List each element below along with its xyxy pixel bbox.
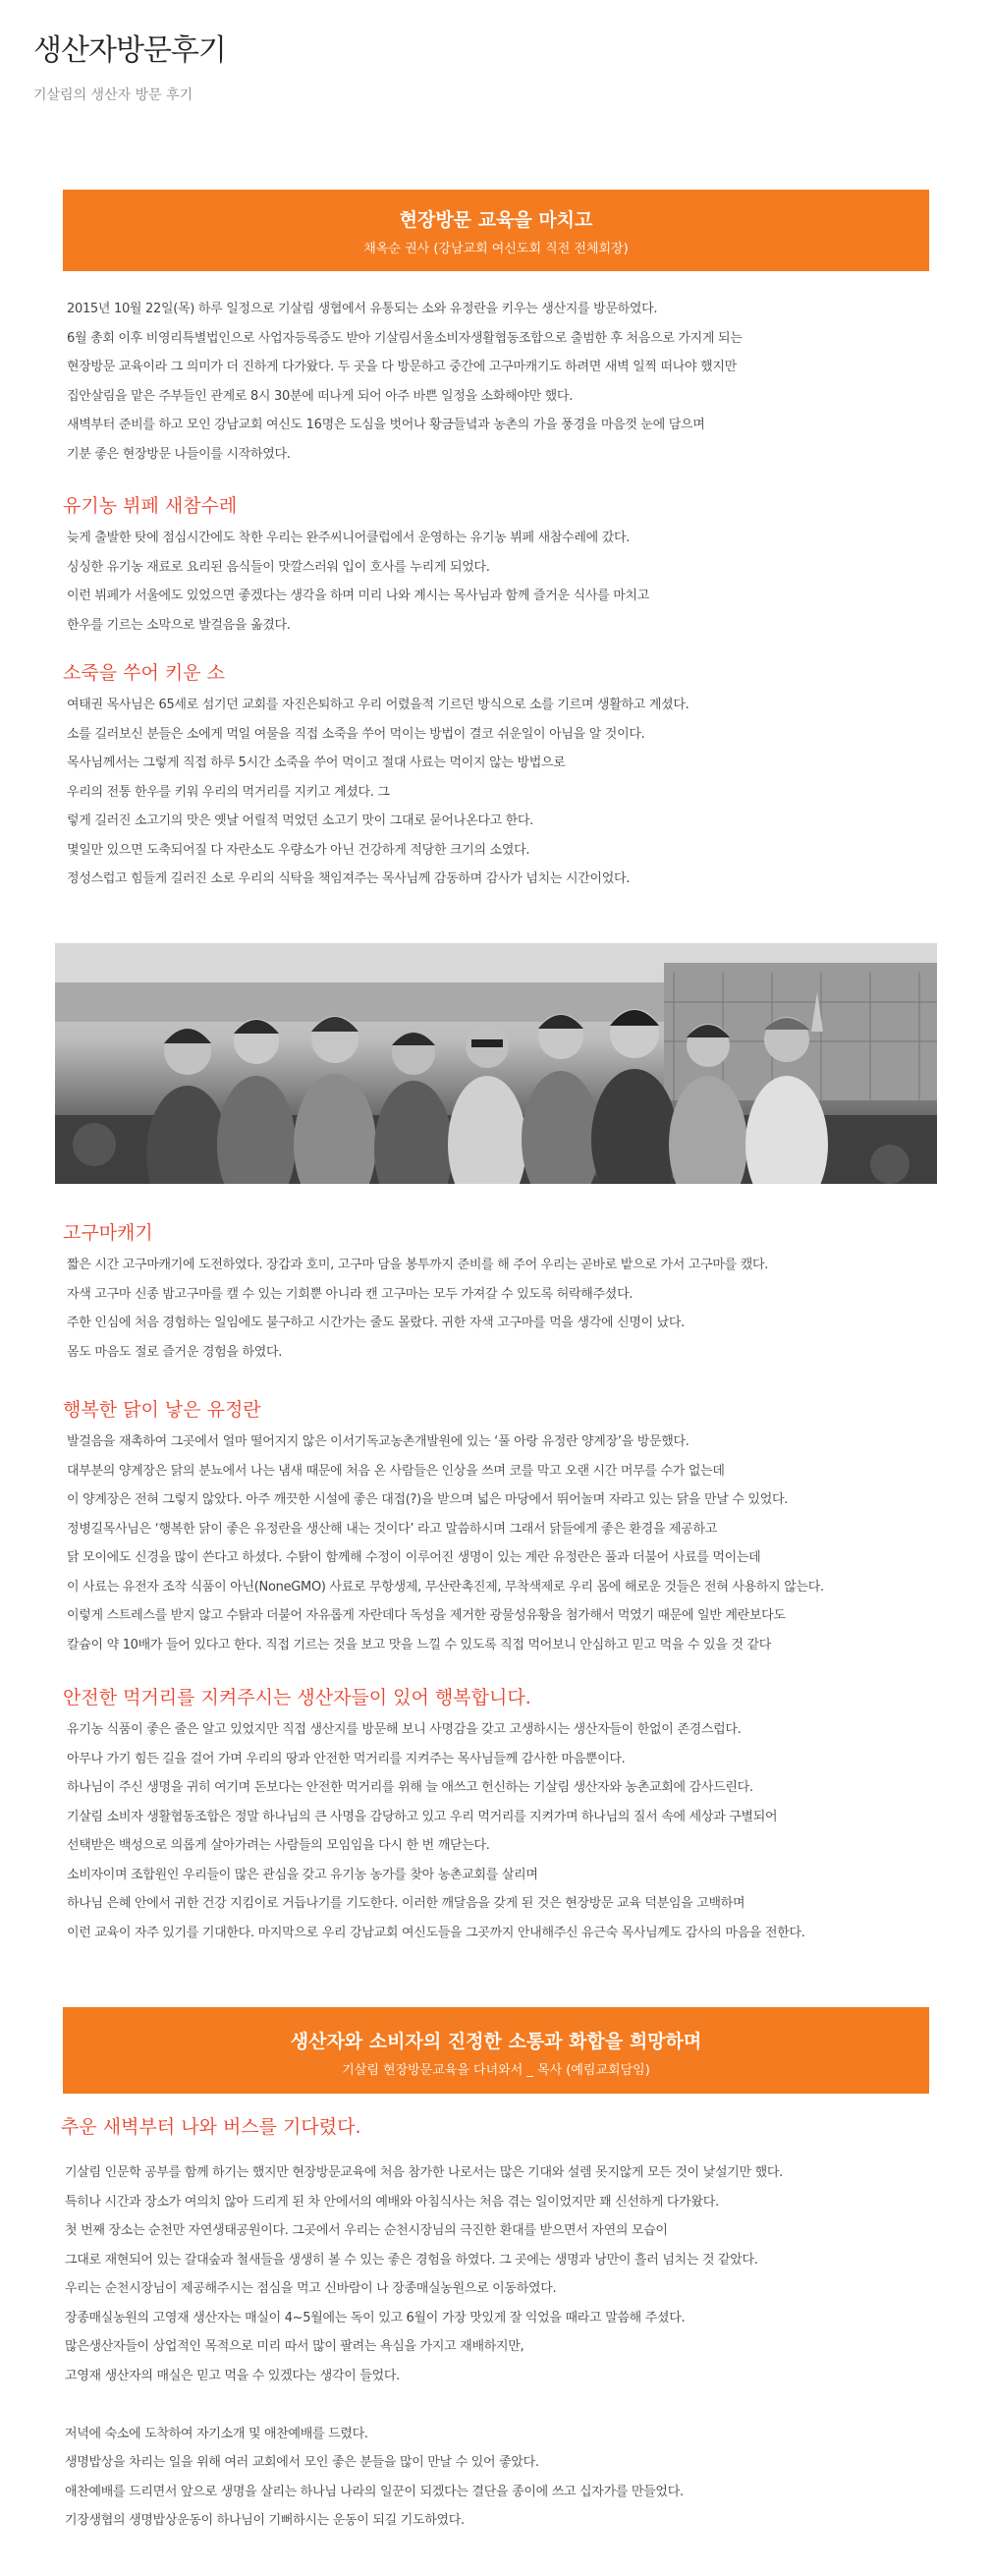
section-paragraph [63,524,927,640]
paragraph-line: 이렇게 스트레스를 받지 않고 수탉과 더불어 자유롭게 자란데다 독성을 제거한 광물성유황을 첨가해서 먹였기 때문에 일반 계란보다도 [67,1608,786,1623]
section-paragraph [63,691,927,894]
paragraph-line: 애찬예배를 드리면서 앞으로 생명을 살리는 하나님 나라의 일꾼이 되겠다는 결단을 종이에 쓰고 십자가를 만들었다. [65,2484,684,2499]
paragraph-line: 집안살림을 맡은 주부들인 관계로 8시 30분에 떠나게 되어 아주 바쁜 일정을 소화해야만 했다. [67,388,574,404]
paragraph-line: 늦게 출발한 탓에 점심시간에도 착한 우리는 완주씨니어클럽에서 운영하는 유기농 뷔페 새참수레에 갔다. [67,531,631,545]
site-title[interactable]: 생산자방문후기 [33,33,226,68]
paragraph-line: 그대로 재현되어 있는 갈대숲과 철새들을 생생히 볼 수 있는 좋은 경험을 하였다. 그 곳에는 생명과 낭만이 흘러 넘치는 것 같았다. [65,2252,758,2268]
section-paragraph [61,2158,925,2536]
paragraph-line: 기살림 인문학 공부를 함께 하기는 했지만 현장방문교육에 처음 참가한 나로서는 많은 기대와 설렘 못지않게 모든 것이 낯설기만 했다. [65,2165,783,2180]
paragraph-line: 목사님께서는 그렇게 직접 하루 5시간 소죽을 쑤어 먹이고 절대 사료는 먹이지 않는 방법으로 [67,756,566,770]
paragraph-line: 장종매실농원의 고영재 생산자는 매실이 4~5월에는 독이 있고 6월이 가장 맛있게 잘 익었을 때라고 말씀해 주셨다. [65,2310,686,2325]
section-cattle [63,658,927,894]
paragraph-line: 주한 인심에 처음 경험하는 일임에도 불구하고 시간가는 줄도 몰랐다. 귀한 자색 고구마를 먹을 생각에 신명이 났다. [67,1316,686,1330]
paragraph-line: 하나님이 주신 생명을 귀히 여기며 돈보다는 안전한 먹거리를 위해 늘 애쓰고 헌신하는 기살림 생산자와 농촌교회에 감사드린다. [67,1780,753,1795]
paragraph-line: 몸도 마음도 절로 즐거운 경험을 하였다. [67,1344,283,1360]
paragraph-line: 발걸음을 재촉하여 그곳에서 얼마 떨어지지 않은 이서기독교농촌개발원에 있는 ‘풀 아랑 유정란 양계장’을 방문했다. [67,1434,689,1449]
section-paragraph [63,1428,927,1659]
paragraph-line: 몇일만 있으면 도축되어질 다 자란소도 우량소가 아닌 건강하게 적당한 크기의 소였다. [67,842,530,858]
section-heading: 소죽을 쑤어 키운 소 [63,662,225,684]
paragraph-line: 한우를 기르는 소막으로 발걸음을 옮겼다. [67,617,291,633]
paragraph-line: 특히나 시간과 장소가 여의치 않아 드리게 된 차 안에서의 예배와 아침식사는 처음 겪는 일이었지만 꽤 신선하게 다가왔다. [65,2194,719,2210]
paragraph-line: 우리의 전통 한우를 키워 우리의 먹거리를 지키고 계셨다. 그 [67,784,390,800]
paragraph-line: 고영재 생산자의 매실은 믿고 먹을 수 있겠다는 생각이 들었다. [65,2368,400,2383]
paragraph-line: 이런 교육이 자주 있기를 기대한다. 마지막으로 우리 강남교회 여신도들을 그곳까지 안내해주신 유근숙 목사님께도 감사의 마음을 전한다. [67,1925,805,1940]
paragraph-line: 많은생산자들이 상업적인 목적으로 미리 따서 많이 팔려는 욕심을 가지고 재배하지만, [65,2339,524,2354]
site-subtitle: 기살림의 생산자 방문 후기 [33,87,193,103]
section-heading: 안전한 먹거리를 지켜주시는 생산자들이 있어 행복합니다. [63,1687,531,1708]
banner-title: 생산자와 소비자의 진정한 소통과 화합을 희망하며 [290,2031,702,2052]
banner-title: 현장방문 교육을 마치고 [399,209,593,231]
section-buffet [63,491,927,640]
section-heading: 행복한 닭이 낳은 유정란 [63,1399,261,1421]
article-banner-2 [63,2007,929,2094]
paragraph-line: 칼슘이 약 10배가 들어 있다고 한다. 직접 기르는 것을 보고 맛을 느낄 수 있도록 직접 먹어보니 안심하고 믿고 먹을 수 있을 것 같다 [67,1637,771,1652]
section-heading: 유기농 뷔페 새참수레 [63,495,238,517]
paragraph-line: 소를 길러보신 분들은 소에게 먹일 여물을 직접 소죽을 쑤어 먹이는 방법이 결코 쉬운일이 아님을 알 것이다. [67,726,645,742]
paragraph-line: 2015년 10월 22일(목) 하루 일정으로 기살림 생협에서 유통되는 소와 유정란을 키우는 생산지를 방문하였다. [67,302,658,316]
paragraph-line: 정병길목사님은 ‘행복한 닭이 좋은 유정란을 생산해 내는 것이다’ 라고 말씀하시며 그래서 닭들에게 좋은 환경을 제공하고 [67,1521,717,1537]
paragraph-line: 기분 좋은 현장방문 나들이를 시작하였다. [67,446,291,462]
paragraph-line: 선택받은 백성으로 의롭게 살아가려는 사람들의 모임임을 다시 한 번 깨닫는다. [67,1838,490,1853]
paragraph-line: 이런 뷔페가 서울에도 있었으면 좋겠다는 생각을 하며 미리 나와 계시는 목사님과 함께 즐거운 식사를 마치고 [67,588,650,603]
group-photo [55,943,937,1184]
paragraph-line: 자색 고구마 신종 밤고구마를 캘 수 있는 기회뿐 아니라 캔 고구마는 모두 가져갈 수 있도록 허락해주셨다. [67,1286,634,1302]
paragraph-line: 기장생협의 생명밥상운동이 하나님이 기뻐하시는 운동이 되길 기도하였다. [65,2513,465,2528]
paragraph-line: 6월 총회 이후 비영리특별법인으로 사업자등록증도 받아 기살림서울소비자생활협동조합으로 출범한 후 처음으로 가지게 되는 [67,330,743,346]
intro-paragraph [63,295,927,469]
paragraph-line: 대부분의 양계장은 닭의 분뇨에서 나는 냄새 때문에 처음 온 사람들은 인상을 쓰며 코를 막고 오랜 시간 머무를 수가 없는데 [67,1463,725,1479]
section-safe-food [63,1683,927,1947]
intro-section [63,295,927,469]
paragraph-line: 닭 모이에도 신경을 많이 쓴다고 하셨다. 수탉이 함께해 수정이 이루어진 생명이 있는 계란 유정란은 풀과 더불어 사료를 먹이는데 [67,1550,761,1565]
paragraph-line: 저녁에 숙소에 도착하여 자기소개 및 애찬예배를 드렸다. [65,2426,368,2441]
section-paragraph [63,1251,927,1367]
paragraph-line: 유기농 식품이 좋은 줄은 알고 있었지만 직접 생산지를 방문해 보니 사명감을 갖고 고생하시는 생산자들이 한없이 존경스럽다. [67,1722,742,1737]
banner-subtitle: 채옥순 권사 (강남교회 여신도회 직전 전체회장) [363,242,629,256]
paragraph-line: 하나님 은혜 안에서 귀한 건강 지킴이로 거듭나기를 기도한다. 이러한 깨달음을 갖게 된 것은 현장방문 교육 덕분임을 고백하며 [67,1896,745,1911]
paragraph-line: 이 사료는 유전자 조작 식품이 아닌(NoneGMO) 사료로 무항생제, 무산란촉진제, 무착색제로 우리 몸에 해로운 것들은 전혀 사용하지 않는다. [67,1579,824,1595]
section-heading: 추운 새벽부터 나와 버스를 기다렸다. [61,2116,361,2138]
section-heading: 고구마캐기 [63,1222,153,1244]
paragraph-line: 현장방문 교육이라 그 의미가 더 진하게 다가왔다. 두 곳을 다 방문하고 중간에 고구마캐기도 하려면 새벽 일찍 떠나야 했지만 [67,360,737,374]
section-sweet-potato [63,1218,927,1367]
page-header [33,26,226,104]
paragraph-line: 짧은 시간 고구마캐기에 도전하였다. 장갑과 호미, 고구마 담을 봉투까지 준비를 해 주어 우리는 곧바로 밭으로 가서 고구마를 캤다. [67,1258,769,1272]
paragraph-line: 싱싱한 유기농 재료로 요리된 음식들이 맛깔스러워 입이 호사를 누리게 되었다. [67,559,490,575]
banner-subtitle: 기살림 현장방문교육을 다녀와서 _ 목사 (예림교회담임) [342,2063,650,2078]
article-banner-1 [63,190,929,271]
paragraph-line: 여태권 목사님은 65세로 섬기던 교회를 자진은퇴하고 우리 어렸을적 기르던 방식으로 소를 기르며 생활하고 계셨다. [67,698,689,712]
section-paragraph [63,1715,927,1947]
section-dawn [61,2112,925,2536]
paragraph-line: 아무나 가기 힘든 길을 걸어 가며 우리의 땅과 안전한 먹거리를 지켜주는 목사님들께 감사한 마음뿐이다. [67,1751,626,1766]
paragraph-line: 이 양계장은 전혀 그렇지 않았다. 아주 깨끗한 시설에 좋은 대접(?)을 받으며 넓은 마당에서 뛰어놀며 자라고 있는 닭을 만날 수 있었다. [67,1492,789,1507]
paragraph-line: 기살림 소비자 생활협동조합은 정말 하나님의 큰 사명을 감당하고 있고 우리 먹거리를 지켜가며 하나님의 질서 속에 세상과 구별되어 [67,1809,778,1824]
paragraph-line: 소비자이며 조합원인 우리들이 많은 관심을 갖고 유기농 농가를 찾아 농촌교회를 살리며 [67,1867,538,1882]
paragraph-line: 정성스럽고 힘들게 길러진 소로 우리의 식탁을 책임져주는 목사님께 감동하며 감사가 넘치는 시간이었다. [67,871,631,886]
paragraph-line: 첫 번째 장소는 순천만 자연생태공원이다. 그곳에서 우리는 순천시장님의 극진한 환대를 받으면서 자연의 모습이 [65,2223,668,2238]
section-eggs [63,1395,927,1659]
paragraph-spacer [65,2390,925,2420]
paragraph-line: 우리는 순천시장님이 제공해주시는 점심을 먹고 신바람이 나 장종매실농원으로 이동하였다. [65,2281,557,2296]
paragraph-line: 렇게 길러진 소고기의 맛은 옛날 어릴적 먹었던 소고기 맛이 그대로 묻어나온다고 한다. [67,813,534,828]
paragraph-line: 새벽부터 준비를 하고 모인 강남교회 여신도 16명은 도심을 벗어나 황금들녘과 농촌의 가을 풍경을 마음껏 눈에 담으며 [67,418,705,432]
paragraph-line: 생명밥상을 차리는 일을 위해 여러 교회에서 모인 좋은 분들을 많이 만날 수 있어 좋았다. [65,2455,539,2470]
group-photo-image [55,943,937,1184]
